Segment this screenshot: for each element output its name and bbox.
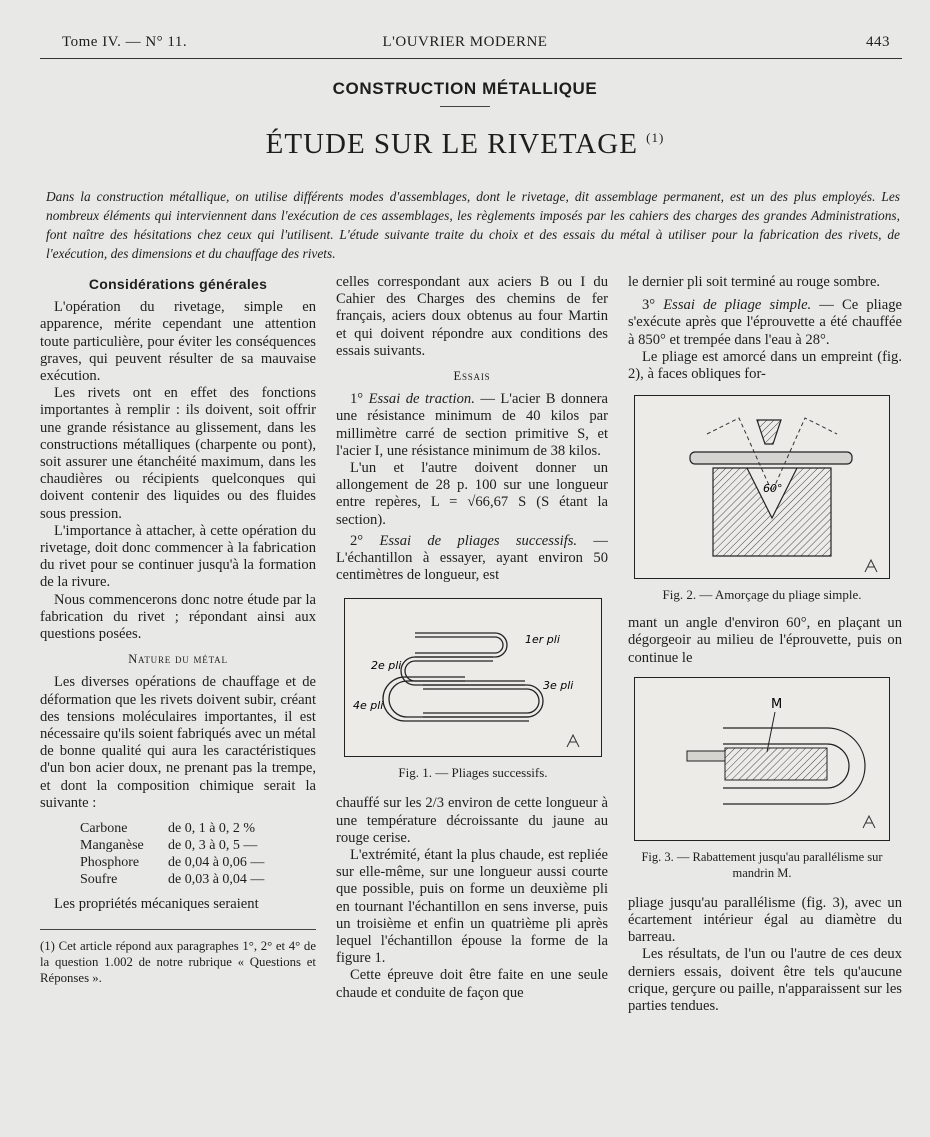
col3-paragraph: Le pliage est amorcé dans un empreint (fig. 2), à faces obliques for- [628,348,902,383]
engraver-mark-icon [865,560,877,572]
item-number: 1° [350,391,369,408]
fold-1-inner [415,637,503,653]
composition-row [80,837,316,854]
item-number: 2° [350,532,380,549]
figure-2 [634,395,890,603]
col3-paragraph: pliage jusqu'au parallélisme (fig. 3), avec un écartement intérieur égal au diamètre du barreau. [628,894,902,946]
element-range: de 0, 3 à 0, 5 — [168,838,258,854]
mandrel [725,748,827,780]
composition-table [80,820,316,888]
col2-paragraph: celles correspondant aux aciers B ou I du Cahier des Charges des chemins de fer français, aciers doux obtenus au four Martin et qui doivent répondre aux conditions des essais suivants. [336,274,608,359]
col2-paragraph-pliages [336,533,608,585]
col1-paragraph: Les diverses opérations de chauffage et de déformation que les rivets doivent subir, créant des tensions moléculaires importantes, il est nécessaire qu'ils soient fabriqués avec un métal de bonne qualité qui aura les caractéristiques d'un bon acier doux, ne prenant pas la trempe, et dont la composition chimique serait la suivante : [40,674,316,811]
col1-paragraph: L'importance à attacher, à cette opération du rivetage, doit donc commencer à la fabrication du rivet pour se continuer jusqu'à la formation de la rivure. [40,522,316,591]
figure-1-drawing [345,599,603,756]
title-footnote-ref: (1) [646,130,665,145]
article-title-text: ÉTUDE SUR LE RIVETAGE [265,128,638,160]
col3-paragraph: Les résultats, de l'un ou l'autre de ces deux derniers essais, doivent être tels qu'aucune crique, gerçure ou paille, n'apparaissent sur les parties tendues. [628,946,902,1015]
figure-1-caption: Fig. 1. — Pliages successifs. [398,765,548,781]
figure-2-caption: Fig. 2. — Amorçage du pliage simple. [662,587,862,603]
figure-3-caption: Fig. 3. — Rabattement jusqu'au parallélisme sur mandrin M. [641,849,883,880]
col3-paragraph: le dernier pli soit terminé au rouge sombre. [628,274,881,290]
element-range: de 0,03 à 0,04 — [168,872,265,888]
col2-paragraph-allongement [336,460,608,529]
fold-3-inner [423,689,539,713]
column-3 [628,274,902,1015]
element-name: Carbone [80,821,128,837]
figure-3 [634,677,890,881]
column-1 [40,276,316,986]
footnote-rule [40,929,316,930]
figure-1 [344,598,602,781]
section-rule [440,106,490,107]
subheading-nature-du-metal: Nature du métal [128,652,228,667]
mandrel-leader [767,712,775,752]
formula: L = √66,67 S [430,494,527,511]
item-text: — L'acier B donnera une résistance minimum de 40 kilos par millimètre carré de section primitive S, et l'acier I, une résistance minimum de 38 kilos. [336,391,608,459]
figure-2-drawing [635,396,891,578]
element-name: Phosphore [80,855,140,871]
element-name: Manganèse [80,838,144,854]
item-title: Essai de pliages successifs. [379,532,578,549]
journal-name: L'OUVRIER MODERNE [382,34,548,50]
col1-paragraph: L'opération du rivetage, simple en apparence, mérite cependant une attention toute particulière, pour éviter les conséquences graves, qui peuvent résulter de sa mauvaise exécution. [40,299,316,385]
engraver-mark-icon [863,816,875,828]
element-range: de 0,04 à 0,06 — [168,855,265,871]
item-text: — L'échantillon à essayer, ayant environ 50 centimètres de longueur, est [336,532,608,584]
composition-row [80,854,316,871]
fig1-label-4: 4e pli [353,699,384,713]
section-title: CONSTRUCTION MÉTALLIQUE [332,79,598,98]
fold-4 [389,681,529,717]
fig1-label-2: 2e pli [371,659,402,673]
item-title: Essai de pliage simple. [663,297,812,314]
column-2 [336,274,608,1002]
figure-3-drawing [635,678,891,840]
punch [757,420,781,444]
fold-3 [423,685,543,717]
col3-paragraph-pliage-simple [628,297,902,349]
test-bar [690,452,852,464]
mandrel-shank [687,751,725,761]
fig1-label-1: 1er pli [525,633,560,647]
page-number: 443 [866,34,890,50]
item-number: 3° [642,297,664,314]
col2-paragraph: L'extrémité, étant la plus chaude, est repliée sur elle-même, sur une longueur aussi courte que possible, puis on forme un deuxième pli en tournant l'échantillon en sens inverse, puis un troisième et enfin un quatrième pli après lequel l'échantillon épouse la forme de la figure 1. [336,847,608,967]
composition-row [80,871,316,888]
composition-row [80,820,316,837]
element-range: de 0, 1 à 0, 2 % [168,821,256,837]
footnote: (1) Cet article répond aux paragraphes 1°, 2° et 4° de la question 1.002 de notre rubrique « Questions et Réponses ». [40,939,316,986]
item-title: Essai de traction. [368,391,475,408]
col2-paragraph: Cette épreuve doit être faite en une seule chaude et conduite de façon que [336,967,608,1001]
fold-2-inner [405,661,525,681]
col1-heading: Considérations générales [88,276,268,292]
fig1-label-3: 3e pli [543,679,574,693]
element-name: Soufre [80,872,118,888]
col1-paragraph: Les rivets ont en effet des fonctions importantes à remplir : ils doivent, soit offrir une grande résistance au glissement, dans les constructions métalliques (charpente ou pont), soit assurer une étanchéité maximum, dans les chaudières ou récipients quelconques qui doivent contenir des liquides ou des fluides sous pression. [40,385,316,522]
mandrel-label: M [771,696,783,712]
col3-paragraph: mant un angle d'environ 60°, en plaçant un dégorgeoir au milieu de l'éprouvette, puis on continue le [628,615,902,666]
figure-2-frame [634,395,890,579]
col2-paragraph: chauffé sur les 2/3 environ de cette longueur à une température décroissante du jaune au rouge cerise. [336,795,608,846]
col2-paragraph-traction [336,391,608,460]
fold-4-inner [383,677,529,721]
subheading-essais: Essais [453,369,491,384]
figure-1-frame [344,598,602,757]
item-text: — Ce pliage s'exécute après que l'éprouvette a été chauffée à 850° et trempée dans l'eau à 28°. [628,297,902,348]
col1-paragraph: Nous commencerons donc notre étude par la fabrication du rivet ; répondant ainsi aux questions posées. [40,591,316,643]
figure-3-frame [634,677,890,841]
item-text: L'un et l'autre doivent donner un allongement de 28 p. 100 sur une longueur entre repères, [336,460,608,511]
engraver-mark-icon [567,735,579,747]
header-rule [40,58,902,59]
article-title [0,128,930,161]
article-intro: Dans la construction métallique, on utilise différents modes d'assemblages, dont le rivetage, dit assemblage permanent, est un des plus employés. Les nombreux éléments qui interviennent dans l'exécution de ces assemblages, les règlements imposés par les cahiers des charges des grandes Administrations, font naître des hésitations chez ceux qui l'utilisent. L'étude suivante traite du choix et des essais du métal à utiliser pour la fabrication des rivets, de l'exécution, des dimensions et du chauffage des rivets. [46,189,900,261]
col1-paragraph: Les propriétés mécaniques seraient [54,896,259,913]
volume-number: Tome IV. — N° 11. [62,34,188,50]
angle-label: 60° [763,482,783,496]
item-text: (S étant la section). [336,494,609,528]
